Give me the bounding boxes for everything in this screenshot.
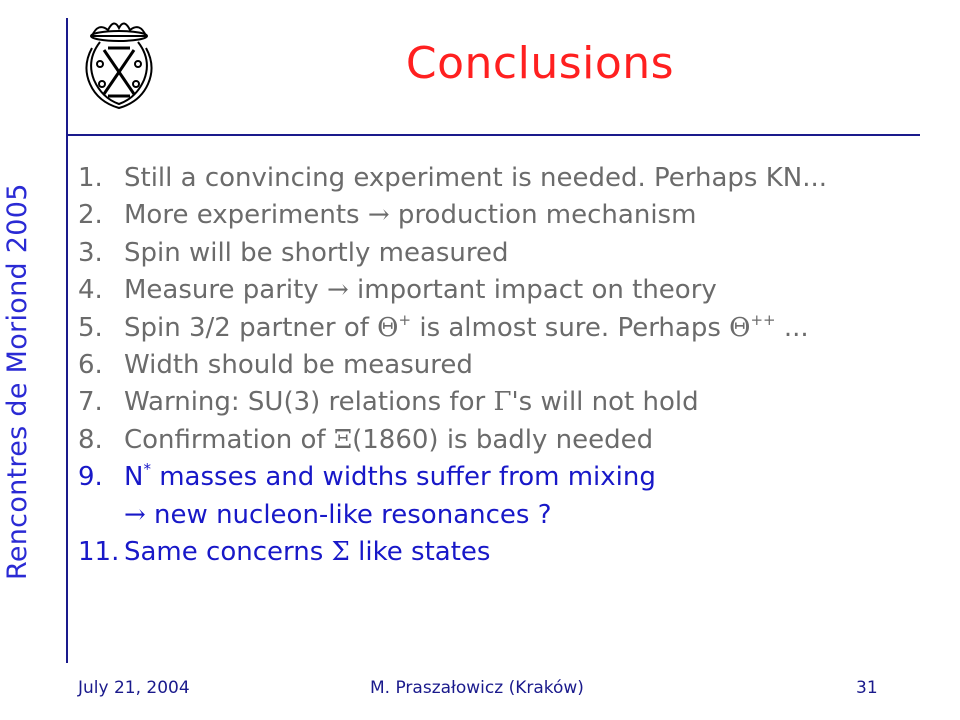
footer-author: M. Praszałowicz (Kraków)	[370, 678, 584, 698]
item-text: Confirmation of Ξ(1860) is badly needed	[124, 424, 654, 455]
sigma-symbol: Σ	[331, 536, 350, 567]
item-number: 7.	[78, 387, 103, 418]
slide-title: Conclusions	[405, 38, 675, 89]
item-text: Width should be measured	[124, 349, 473, 380]
item-text: Warning: SU(3) relations for Γ's will not hold	[124, 387, 699, 418]
item-number: 5.	[78, 312, 103, 343]
item-number: 9.	[78, 462, 103, 493]
vertical-rule	[66, 18, 68, 663]
item-number: 11.	[78, 536, 120, 567]
item-text: Spin 3/2 partner of Θ+ is almost sure. Perhaps Θ++ ...	[124, 310, 809, 343]
list-item	[78, 272, 928, 309]
item-number: 4.	[78, 275, 103, 306]
list-item	[78, 534, 928, 571]
conference-name: Rencontres de Moriond 2005	[2, 183, 33, 580]
item-number: 3.	[78, 237, 103, 268]
crest-logo	[78, 14, 160, 110]
item-text: → new nucleon-like resonances ?	[124, 499, 552, 530]
item-text: Measure parity → important impact on theory	[124, 275, 717, 306]
list-item	[78, 235, 928, 272]
item-text: N* masses and widths suffer from mixing	[124, 460, 656, 493]
list-item	[78, 422, 928, 459]
list-item-continuation	[78, 497, 928, 534]
theta-symbol: Θ	[377, 312, 399, 343]
item-number: 6.	[78, 349, 103, 380]
arrow-symbol: →	[367, 200, 390, 231]
item-text: Same concerns Σ like states	[124, 536, 491, 567]
conclusions-list	[78, 160, 928, 571]
item-number: 8.	[78, 424, 103, 455]
item-text: More experiments → production mechanism	[124, 200, 697, 231]
list-item	[78, 197, 928, 234]
xi-symbol: Ξ	[333, 424, 353, 455]
title-underline	[66, 134, 920, 136]
arrow-symbol: →	[124, 499, 146, 530]
list-item	[78, 310, 928, 347]
list-item	[78, 459, 928, 496]
gamma-symbol: Γ	[493, 387, 512, 418]
arrow-symbol: →	[326, 275, 349, 306]
item-text: Spin will be shortly measured	[124, 237, 509, 268]
theta-symbol: Θ	[729, 312, 751, 343]
list-item	[78, 160, 928, 197]
item-text: Still a convincing experiment is needed. Perhaps KN...	[124, 163, 828, 193]
item-number: 1.	[78, 163, 103, 193]
page-number: 31	[856, 678, 878, 698]
list-item	[78, 347, 928, 384]
item-number: 2.	[78, 200, 103, 231]
footer-date: July 21, 2004	[78, 678, 190, 698]
list-item	[78, 384, 928, 421]
